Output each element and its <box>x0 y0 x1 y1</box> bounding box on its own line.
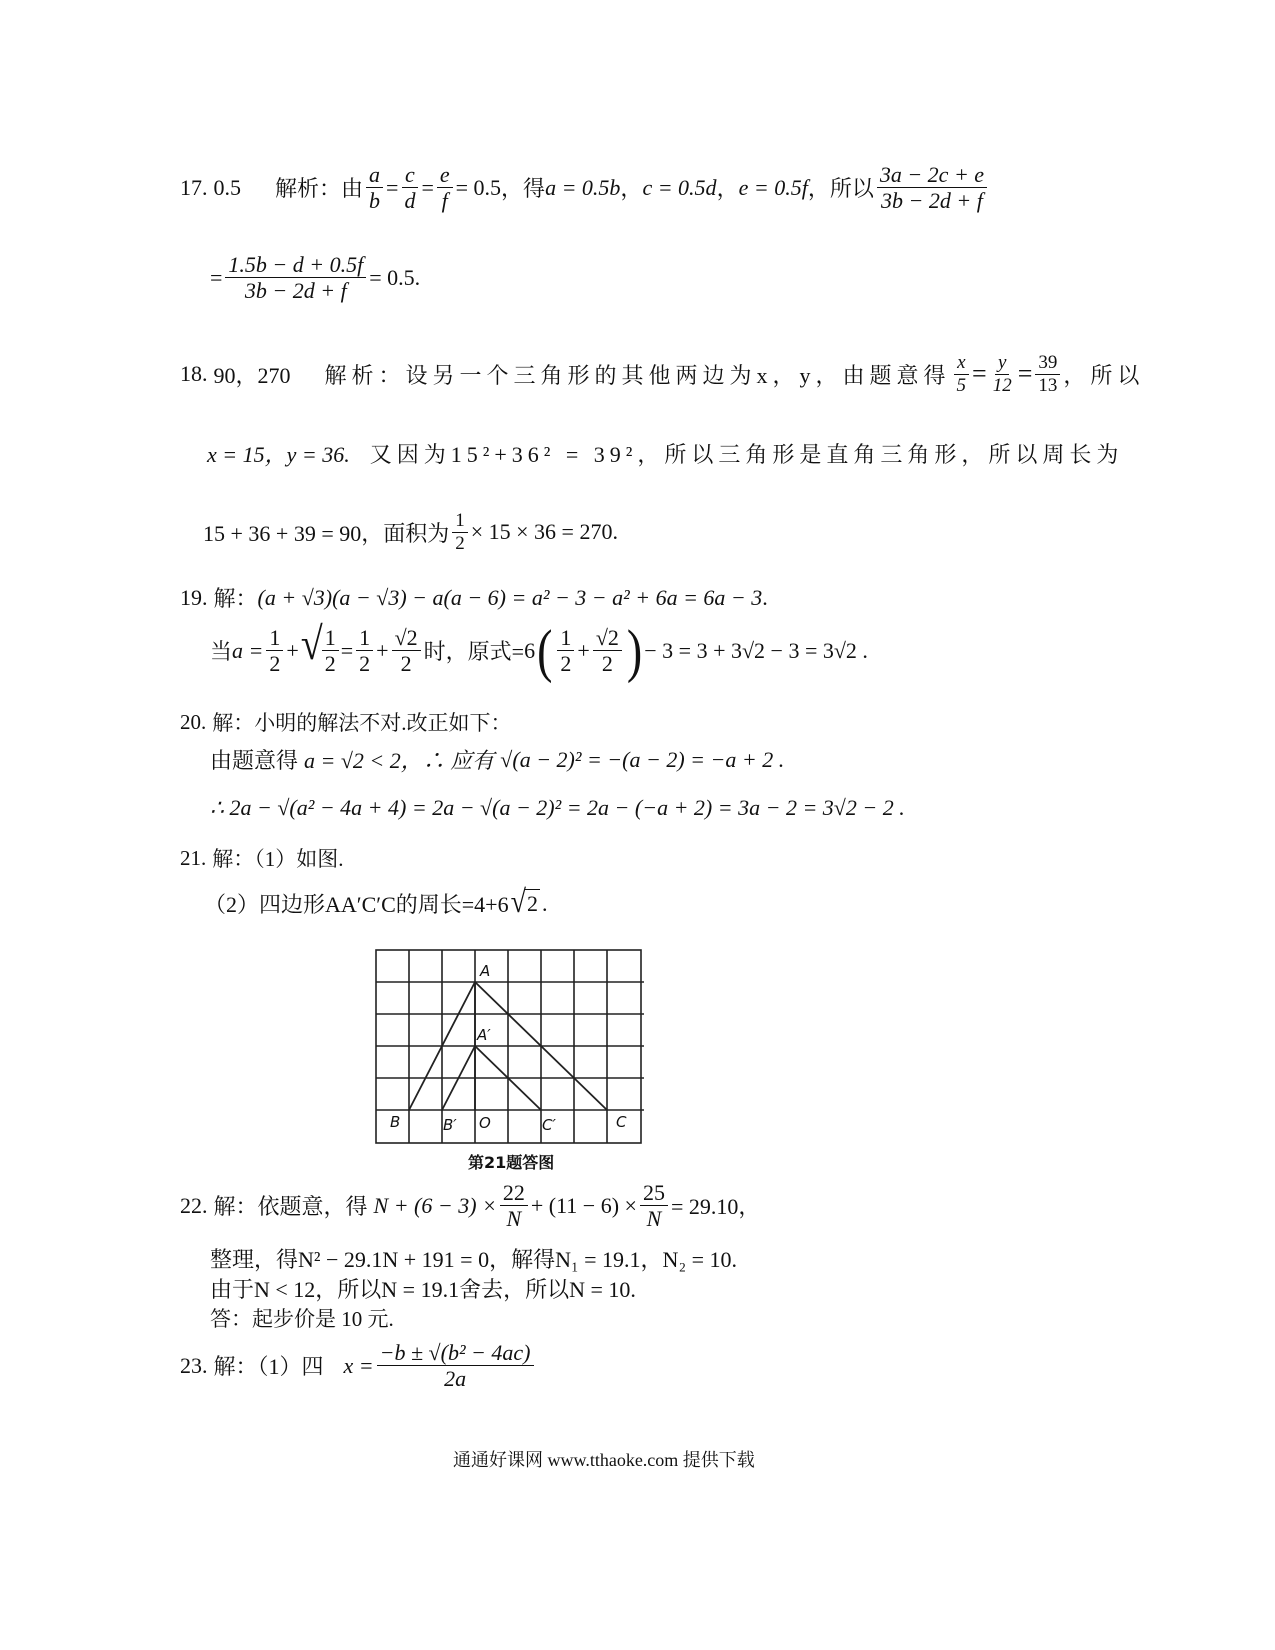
problem-20-number: 20. <box>180 709 207 734</box>
fraction-one-half: $\frac{1}{2}$ <box>452 510 468 555</box>
problem-18-area: × 15 × 36 = 270. <box>470 519 618 545</box>
problem-19-tail: − 3 = 3 + 3√2 − 3 = 3√2 . <box>644 637 868 663</box>
problem-17-fraction1: $\frac{3a - 2c + e}{3b - 2d + f}$ <box>877 162 987 214</box>
problem-18-right-triangle: 又因为15²+36² = 39²，所以三角形是直角三角形，所以周长为 <box>369 442 1124 467</box>
fraction-a-over-b: $\frac{a}{b}$ <box>366 162 383 214</box>
problem-18-line1: 18. 90，270 解析：设另一个三角形的其他两边为x，y，由题意得 $\frac{x}{5}$ = $\frac{y}{12}$ = $\frac{39}{13}$ ，所以 <box>180 352 1145 396</box>
fraction-c-over-d: $\frac{c}{d}$ <box>401 162 418 214</box>
problem-17-answer: 0.5 <box>213 174 241 200</box>
period: . <box>762 584 768 610</box>
comma: ， <box>716 176 739 202</box>
fraction-39-over-13: $\frac{39}{13}$ <box>1035 352 1060 397</box>
problem-17-label: 解析：由 <box>275 176 364 202</box>
problem-18-label: 解析：设另一个三角形的其他两边为x，y，由题意得 <box>324 362 951 388</box>
problem-23-x-eq: x = <box>343 1352 374 1378</box>
problem-18-number: 18. <box>180 361 208 387</box>
label-B-prime: B′ <box>443 1116 457 1134</box>
fraction-sqrt2-over-2: $\frac{√2}{2}$ <box>593 625 622 677</box>
problem-20-condition: a = √2 < 2，∴ 应有 <box>304 748 495 773</box>
problem-22-line3: 由于N < 12，所以N = 19.1舍去，所以N = 10. <box>210 1277 636 1302</box>
problem-20-result: ∴ 2a − √(a² − 4a + 4) = 2a − √(a − 2)² = 2a − (−a + 2) = 3a − 2 = 3√2 − 2 . <box>210 795 905 820</box>
fraction-one-half: $\frac{1}{2}$ <box>356 625 373 677</box>
problem-20-line3 <box>210 795 905 821</box>
problem-18-xy-values: x = 15，y = 36. <box>207 442 350 467</box>
problem-17-number: 17. <box>180 174 208 200</box>
problem-20-simplify: √(a − 2)² = −(a − 2) = −a + 2 . <box>500 746 785 772</box>
problem-19-a-eq: a = <box>232 637 264 663</box>
label-C-prime: C′ <box>542 1116 556 1134</box>
problem-17-de: ，得 <box>501 176 546 202</box>
problem-21-line1 <box>180 843 344 873</box>
label-B: B <box>390 1113 401 1131</box>
problem-19-dang: 当 <box>210 639 233 665</box>
problem-22-expr-b: + (11 − 6) × <box>530 1192 637 1218</box>
sqrt-one-half: √ $\frac{1}{2}$ <box>301 625 339 677</box>
problem-23-part1: 解：（1）四 <box>213 1354 324 1380</box>
problem-17-line2: = $\frac{1.5b - d + 0.5f}{3b - 2d + f}$ = 0.5. <box>210 252 421 304</box>
fraction-y-over-12: $\frac{y}{12}$ <box>992 352 1012 396</box>
problem-21-grid-figure <box>370 945 650 1150</box>
label-O: O <box>479 1114 491 1132</box>
problem-22-line1 <box>180 1180 760 1232</box>
problem-21-line2 <box>204 884 548 920</box>
problem-19-label: 解： <box>213 586 258 611</box>
problem-19-expression: (a + √3)(a − √3) − a(a − 6) = a² − 3 − a² + 6a = 6a − 3 <box>257 584 763 610</box>
label-C: C <box>616 1113 627 1131</box>
problem-17-eq-a: a = 0.5b <box>545 174 621 200</box>
fraction-one-half: $\frac{1}{2}$ <box>557 625 574 677</box>
problem-19-number: 19. <box>180 584 208 610</box>
quadratic-formula: $\frac{\text{−b ± √(b² − 4ac)}}{2a}$ <box>377 1340 534 1392</box>
problem-17-fraction2: $\frac{1.5b - d + 0.5f}{3b - 2d + f}$ <box>225 252 366 304</box>
problem-17-line1: 17. 0.5 解析：由 $\frac{a}{b}$ = $\frac{c}{d}$ = $\frac{e}{f}$ = 0.5 ，得 a = 0.5b ， c = 0.5d ， e = 0.5f ，所以 $\frac{3a - 2c + e}{3b - 2d + f}$ <box>180 162 990 214</box>
label-A: A <box>480 962 491 980</box>
problem-17-eq-e: e = 0.5f <box>738 174 808 200</box>
problem-20-statement: 解：小明的解法不对.改正如下： <box>212 711 512 735</box>
page-footer: 通通好课网 www.tthaoke.com 提供下载 <box>453 1450 755 1470</box>
fraction-22-over-N: $\frac{22}{N}$ <box>500 1180 528 1232</box>
fraction-x-over-5: $\frac{x}{5}$ <box>954 352 970 397</box>
problem-23-line1 <box>180 1340 537 1392</box>
problem-21-part1: 解：（1）如图. <box>212 847 344 871</box>
figure-caption: 第21题答图 <box>468 1153 555 1172</box>
fraction-e-over-f: $\frac{e}{f}$ <box>437 162 453 214</box>
problem-23-number: 23. <box>180 1352 208 1378</box>
problem-22-expr-a: N + (6 − 3) × <box>373 1192 497 1218</box>
problem-18-line3 <box>203 510 618 555</box>
comma: ， <box>620 176 643 202</box>
problem-18-answer: 90，270 <box>213 362 291 388</box>
problem-18-line2 <box>207 438 1123 469</box>
problem-17-eq-c: c = 0.5d <box>642 174 717 200</box>
problem-17-suoyi: ，所以 <box>807 176 874 202</box>
problem-19-line1 <box>180 582 768 613</box>
problem-21-part2: （2）四边形AA′C′C的周长=4+6 <box>204 892 509 917</box>
period: . <box>541 890 548 916</box>
problem-18-perimeter: 15 + 36 + 39 = 90，面积为 <box>203 520 450 546</box>
fraction-sqrt2-over-2: $\frac{√2}{2}$ <box>392 625 421 677</box>
problem-22-answer: 答：起步价是 10 元. <box>210 1307 394 1331</box>
label-A-prime: A′ <box>477 1026 491 1044</box>
problem-22-expr-c: = 29.10， <box>670 1194 761 1220</box>
problem-19-shi: 时，原式= <box>423 639 525 665</box>
fraction-25-over-N: $\frac{25}{N}$ <box>640 1180 668 1232</box>
problem-20-given: 由题意得 <box>210 748 299 773</box>
problem-22-line2: 整理，得N² − 29.1N + 191 = 0，解得N₁ = 19.1，N₂ = 10. <box>210 1247 738 1272</box>
problem-20-line1 <box>180 707 512 737</box>
problem-18-suoyi: ，所以 <box>1063 362 1145 388</box>
fraction-one-half: $\frac{1}{2}$ <box>266 625 283 677</box>
problem-22-number: 22. <box>180 1192 208 1218</box>
problem-17-tail: = 0.5. <box>369 264 421 290</box>
problem-19-line2: 当 a = $\frac{1}{2}$ + √ $\frac{1}{2}$ = $\frac{1}{2}$ + $\frac{√2}{2}$ 时，原式= 6 ( $\frac{1}{2}$ + $\frac{√2}{2}$ ) − 3 = 3 + 3√2 − 3 = 3√2 . <box>210 616 868 684</box>
problem-20-line2 <box>210 744 784 775</box>
problem-22-label: 解：依题意，得 <box>213 1194 368 1220</box>
sqrt-two: √ 2 <box>510 884 538 920</box>
problem-21-number: 21. <box>180 845 207 870</box>
